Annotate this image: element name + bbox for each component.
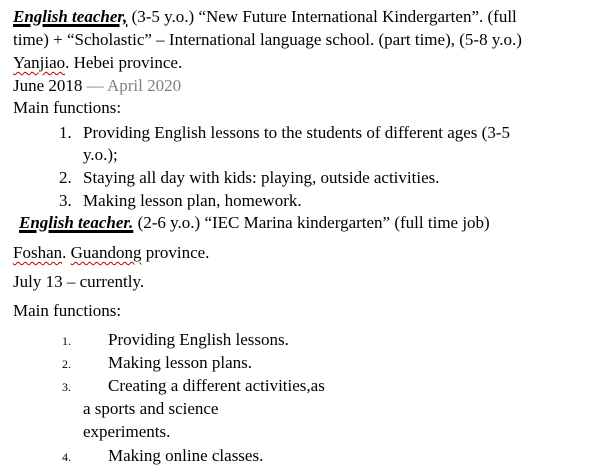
list-number: 4. [62, 450, 71, 464]
job1-period-end: — April 2020 [82, 76, 182, 95]
job2-functions-label: Main functions: [13, 301, 122, 320]
job1-item-2 [59, 166, 440, 189]
job1-city: Yanjiao [13, 53, 66, 72]
list-item-text: Providing English lessons. [108, 330, 289, 349]
list-number: 3. [62, 380, 71, 394]
job2-header-rest: (2-6 y.o.) “IEC Marina kindergarten” (full time job) [133, 213, 490, 232]
job1-period [13, 74, 181, 97]
job2-city: Foshan [13, 243, 63, 262]
job2-item-4 [62, 444, 263, 469]
job2-item-1 [62, 328, 289, 353]
list-number: 3. [59, 191, 72, 210]
list-item-text: Creating a different activities,as [108, 376, 325, 395]
job2-item-2 [62, 351, 252, 376]
job1-header-line2: time) + “Scholastic” – International language school. (part time), (5-8 y.o.) [13, 30, 522, 49]
list-item-text: Making online classes. [108, 446, 264, 465]
job1-header-rest: (3-5 y.o.) “New Future International Kindergarten”. (full [127, 7, 517, 26]
list-item-text: Providing English lessons to the students of different ages (3-5 [83, 123, 510, 142]
list-number: 2. [59, 168, 72, 187]
job2-item-3-cont2: experiments. [83, 422, 171, 441]
job1-item-1-cont: y.o.); [83, 145, 118, 164]
job2-province-word: Guandong [70, 243, 142, 262]
job1-header-line1 [13, 5, 517, 28]
job2-item-3-cont1: a sports and science [83, 399, 219, 418]
job1-period-start: June 2018 [13, 76, 83, 95]
list-number: 2. [62, 357, 71, 371]
job1-title: English teacher, [13, 7, 128, 26]
job2-location [13, 241, 209, 264]
list-number: 1. [62, 334, 71, 348]
job2-period: July 13 – currently. [13, 272, 145, 291]
job1-location [13, 51, 182, 74]
job2-header [19, 211, 490, 234]
list-number: 1. [59, 123, 72, 142]
list-item-text: Making lesson plan, homework. [83, 191, 302, 210]
job1-item-1 [59, 121, 510, 144]
job2-province-rest: province. [141, 243, 210, 262]
job1-functions-label: Main functions: [13, 98, 122, 117]
job1-item-3 [59, 189, 302, 212]
job2-title: English teacher. [19, 213, 134, 232]
list-item-text: Staying all day with kids: playing, outside activities. [83, 168, 440, 187]
list-item-text: Making lesson plans. [108, 353, 253, 372]
job2-sep: . [62, 243, 71, 262]
job1-province: . Hebei province. [65, 53, 183, 72]
job2-item-3 [62, 374, 325, 399]
